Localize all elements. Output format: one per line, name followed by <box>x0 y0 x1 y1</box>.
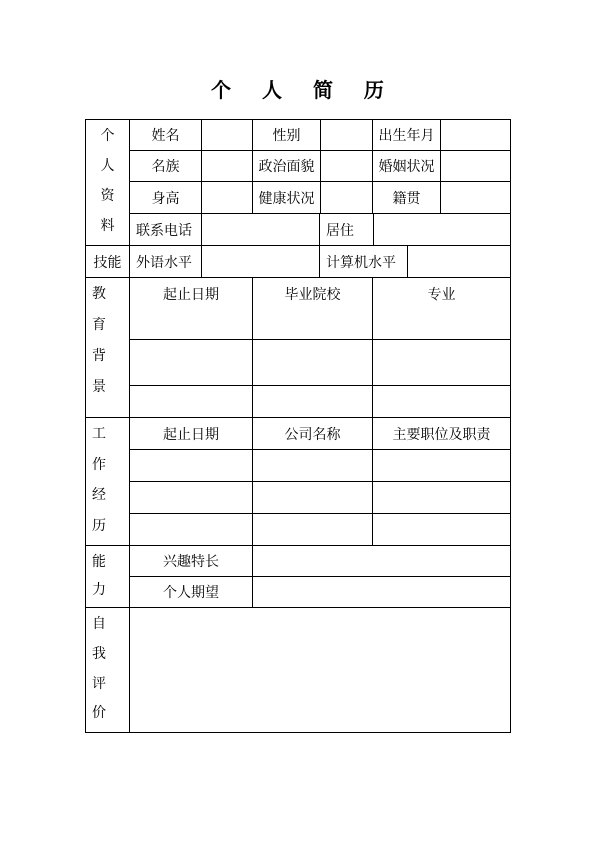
gender-label: 性别 <box>252 119 321 151</box>
expectation-field[interactable] <box>252 576 511 608</box>
work-char-3: 经 <box>92 487 106 503</box>
political-field[interactable] <box>320 150 373 182</box>
language-field[interactable] <box>201 245 320 278</box>
work-char-2: 作 <box>92 456 106 473</box>
work-row-2-position[interactable] <box>372 481 511 514</box>
section-work-label <box>85 417 130 546</box>
section-ability-label <box>85 545 130 608</box>
name-label: 姓名 <box>129 119 202 151</box>
residence-label: 居住 <box>319 213 374 246</box>
native-field[interactable] <box>440 181 511 214</box>
residence-field[interactable] <box>373 213 511 246</box>
native-label: 籍贯 <box>372 181 441 214</box>
ethnicity-field[interactable] <box>201 150 253 182</box>
birth-label: 出生年月 <box>372 119 441 151</box>
education-header-dates: 起止日期 <box>129 277 253 340</box>
hobby-label: 兴趣特长 <box>129 545 253 577</box>
education-row-2-major[interactable] <box>372 385 511 418</box>
education-row-1-school[interactable] <box>252 339 373 386</box>
self-eval-field[interactable] <box>129 607 511 733</box>
work-row-3-position[interactable] <box>372 513 511 546</box>
work-row-2-dates[interactable] <box>129 481 253 514</box>
page-title: 个 人 简 历 <box>211 78 396 102</box>
phone-label: 联系电话 <box>129 213 202 246</box>
personal-char-1: 个 <box>100 128 115 144</box>
education-row-1-major[interactable] <box>372 339 511 386</box>
work-row-1-dates[interactable] <box>129 449 253 482</box>
gender-field[interactable] <box>320 119 373 151</box>
ability-char-2: 力 <box>92 582 106 598</box>
work-header-company: 公司名称 <box>252 417 373 450</box>
education-char-1: 教 <box>92 286 106 302</box>
self-eval-char-2: 我 <box>92 645 106 662</box>
work-row-2-company[interactable] <box>252 481 373 514</box>
self-eval-char-4: 价 <box>92 705 106 722</box>
section-education-label <box>85 277 130 418</box>
section-personal-label <box>85 119 130 246</box>
computer-label: 计算机水平 <box>319 245 408 278</box>
education-row-2-dates[interactable] <box>129 385 253 418</box>
name-field[interactable] <box>201 119 253 151</box>
hobby-field[interactable] <box>252 545 511 577</box>
work-header-dates: 起止日期 <box>129 417 253 450</box>
height-label: 身高 <box>129 181 202 214</box>
political-label: 政治面貌 <box>252 150 321 182</box>
section-self-eval-label <box>85 607 130 733</box>
work-row-1-company[interactable] <box>252 449 373 482</box>
ethnicity-label: 名族 <box>129 150 202 182</box>
ability-char-1: 能 <box>92 554 106 570</box>
personal-char-4: 料 <box>100 218 115 234</box>
computer-field[interactable] <box>407 245 511 278</box>
health-field[interactable] <box>320 181 373 214</box>
work-char-4: 历 <box>92 517 106 534</box>
work-row-1-position[interactable] <box>372 449 511 482</box>
education-row-2-school[interactable] <box>252 385 373 418</box>
education-char-3: 背 <box>92 348 106 364</box>
height-field[interactable] <box>201 181 253 214</box>
work-header-position: 主要职位及职责 <box>372 417 511 450</box>
language-label: 外语水平 <box>129 245 202 278</box>
expectation-label: 个人期望 <box>129 576 253 608</box>
phone-field[interactable] <box>201 213 320 246</box>
health-label: 健康状况 <box>252 181 321 214</box>
marital-label: 婚姻状况 <box>372 150 441 182</box>
education-header-school: 毕业院校 <box>252 277 373 340</box>
work-row-3-dates[interactable] <box>129 513 253 546</box>
education-char-2: 育 <box>92 317 106 333</box>
work-row-3-company[interactable] <box>252 513 373 546</box>
education-row-1-dates[interactable] <box>129 339 253 386</box>
personal-char-3: 资 <box>100 188 115 204</box>
marital-field[interactable] <box>440 150 511 182</box>
education-header-major: 专业 <box>372 277 511 340</box>
work-char-1: 工 <box>92 426 106 442</box>
birth-field[interactable] <box>440 119 511 151</box>
education-char-4: 景 <box>92 379 106 395</box>
section-skills-label: 技能 <box>85 245 130 278</box>
self-eval-char-3: 评 <box>92 675 106 692</box>
self-eval-char-1: 自 <box>92 616 106 632</box>
personal-char-2: 人 <box>100 158 115 174</box>
